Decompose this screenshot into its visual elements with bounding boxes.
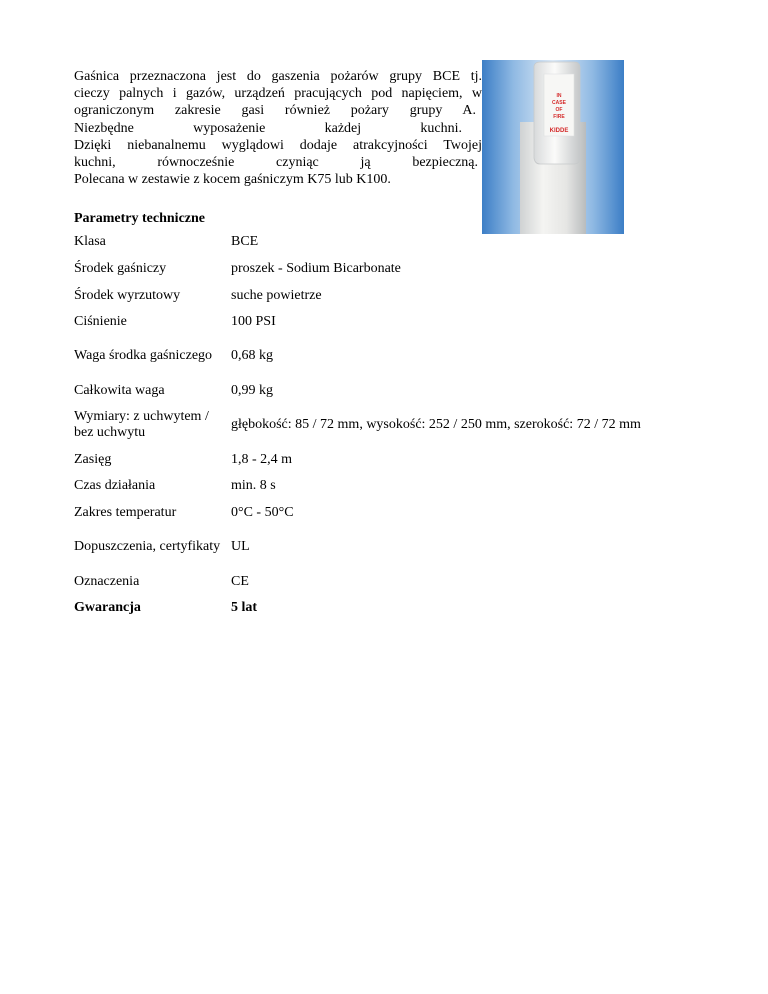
table-row [74,526,641,568]
spec-value: 5 lat [231,600,258,615]
spec-value: 0,99 kg [231,382,273,398]
spec-key: Wymiary: z uchwytem / bez uchwytu [74,409,209,440]
spec-value: UL [231,539,250,554]
table-row [74,282,641,309]
spec-value: głębokość: 85 / 72 mm, wysokość: 252 / 250 mm, szerokość: 72 / 72 mm [231,417,641,432]
intro-line: Polecana w zestawie z kocem gaśniczym K75 lub K100. [74,172,391,188]
spec-key: Zakres temperatur [74,504,177,520]
table-row [74,309,641,335]
intro-line: Niezbędne wyposażenie każdej kuchni. [74,120,462,136]
spec-key: Czas działania [74,478,156,493]
intro-line: Gaśnica przeznaczona jest do gaszenia pożarów grupy BCE tj. [74,69,482,84]
spec-value: 0,68 kg [231,348,273,363]
spec-key: Waga środka gaśniczego [74,348,213,363]
table-row [74,404,641,446]
section-heading: Parametry techniczne [74,211,205,226]
spec-key: Dopuszczenia, certyfikaty [74,539,221,554]
spec-key: Gwarancja [74,600,141,615]
spec-value: proszek - Sodium Bicarbonate [231,260,401,276]
spec-value: min. 8 s [231,478,276,493]
table-row [74,473,641,499]
intro-line: cieczy palnych i gazów, urządzeń pracujących pod napięciem, w [74,86,482,102]
spec-value: 100 PSI [231,314,276,329]
table-row [74,499,641,526]
table-row [74,377,641,404]
intro-line: kuchni, równocześnie czyniąc ją bezpieczną. [74,155,478,171]
spec-value: 0°C - 50°C [231,504,294,520]
spec-key: Klasa [74,234,106,249]
spec-key: Środek gaśniczy [74,260,167,276]
brand-logo: KIDDE [549,128,569,134]
spec-key: Całkowita waga [74,382,165,398]
spec-value: CE [231,573,249,589]
spec-key: Ciśnienie [74,314,127,329]
spec-table [74,229,641,621]
label-line: CASE [552,100,566,106]
table-row [74,595,641,621]
table-row [74,335,641,377]
intro-line: Dzięki niebanalnemu wyglądowi dodaje atrakcyjności Twojej [74,137,482,153]
table-row [74,568,641,595]
intro-line: ograniczonym zakresie gasi również pożary grupy A. [74,103,476,119]
table-row [74,229,641,255]
spec-key: Środek wyrzutowy [74,287,181,303]
fire-extinguisher-image [482,60,624,234]
spec-value: BCE [231,234,259,249]
label-line: OF [555,107,563,113]
spec-value: 1,8 - 2,4 m [231,451,293,467]
table-row [74,446,641,473]
fire-extinguisher-illustration [482,60,624,234]
table-row [74,255,641,282]
spec-key: Zasięg [74,451,112,467]
label-line: IN [556,93,562,99]
intro-paragraph [74,68,482,188]
label-line: FIRE [553,114,565,120]
spec-key: Oznaczenia [74,573,140,589]
spec-value: suche powietrze [231,287,322,303]
